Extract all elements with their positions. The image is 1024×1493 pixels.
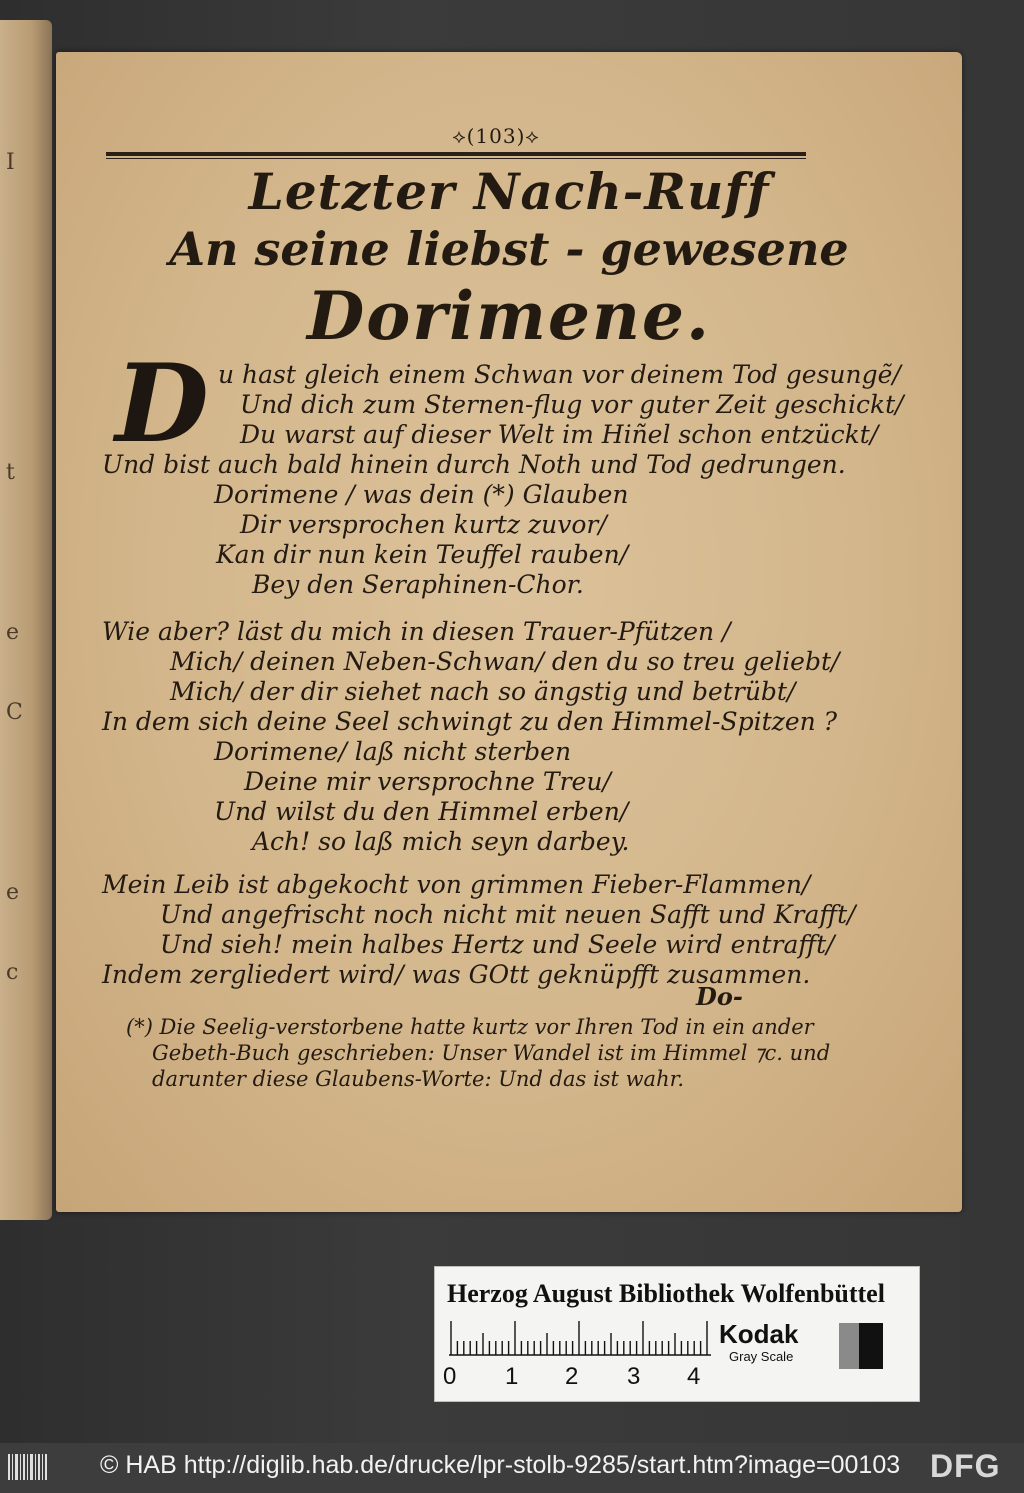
title-line-1: Letzter Nach-Ruff xyxy=(248,162,770,221)
ruler-number: 4 xyxy=(687,1363,701,1390)
library-label-card xyxy=(434,1266,920,1402)
poem-line: Deine mir versprochne Treu/ xyxy=(244,767,611,796)
poem-line: In dem sich deine Seel schwingt zu den Himmel-Spitzen ? xyxy=(102,707,838,736)
poem-line: Und bist auch bald hinein durch Noth und Tod gedrungen. xyxy=(102,450,846,479)
poem-line: Mich/ der dir siehet nach so ängstig und betrübt/ xyxy=(170,677,796,706)
adjacent-page-edge xyxy=(0,20,52,1220)
ruler-number: 3 xyxy=(627,1363,641,1390)
edge-mark: t xyxy=(6,460,15,485)
footnote-line: (*) Die Seelig-verstorbene hatte kurtz vor Ihren Tod in ein ander xyxy=(126,1015,814,1039)
poem-line: Und dich zum Sternen-flug vor guter Zeit geschickt/ xyxy=(240,390,904,419)
poem-line: Bey den Seraphinen-Chor. xyxy=(252,570,584,599)
poem-line: Und sieh! mein halbes Hertz und Seele wird entrafft/ xyxy=(160,930,835,959)
poem-line: Dorimene / was dein (*) Glauben xyxy=(214,480,629,509)
catchword: Do- xyxy=(696,982,743,1011)
header-rule xyxy=(106,152,806,156)
poem-line: Du warst auf dieser Welt im Hiñel schon entzückt/ xyxy=(240,420,879,449)
gray-scale-label: Gray Scale xyxy=(729,1349,794,1364)
page-number: ⟡(103)⟡ xyxy=(452,124,540,148)
copyright-url[interactable]: © HAB http://diglib.hab.de/drucke/lpr-stolb-9285/start.htm?image=00103 xyxy=(100,1451,901,1479)
title-line-3: Dorimene. xyxy=(307,277,711,355)
library-name: Herzog August Bibliothek Wolfenbüttel xyxy=(447,1279,885,1308)
edge-mark: C xyxy=(6,700,23,725)
footnote-line: Gebeth-Buch geschrieben: Unser Wandel ist im Himmel ⁊c. und xyxy=(152,1041,831,1065)
footnote-line: darunter diese Glaubens-Worte: Und das ist wahr. xyxy=(152,1067,685,1091)
poem-line: Und angefrischt noch nicht mit neuen Safft und Krafft/ xyxy=(160,900,856,929)
black-swatch xyxy=(859,1323,883,1369)
ruler-number: 0 xyxy=(443,1363,457,1390)
poem-line: u hast gleich einem Schwan vor deinem Tod gesungẽ/ xyxy=(218,360,901,389)
ruler-scale xyxy=(449,1321,711,1357)
barcode-icon xyxy=(8,1452,48,1482)
edge-mark: c xyxy=(6,960,19,985)
edge-mark: e xyxy=(6,880,20,905)
ruler-number: 1 xyxy=(505,1363,519,1390)
ruler-number: 2 xyxy=(565,1363,579,1390)
dfg-logo: DFG xyxy=(930,1448,1001,1484)
poem-line: Ach! so laß mich seyn darbey. xyxy=(252,827,630,856)
title-line-2: An seine liebst - gewesene xyxy=(169,222,849,276)
poem-line: Kan dir nun kein Teuffel rauben/ xyxy=(216,540,629,569)
poem-line: Mein Leib ist abgekocht von grimmen Fieber-Flammen/ xyxy=(102,870,811,899)
kodak-brand: Kodak xyxy=(719,1319,799,1349)
header-rule-thin xyxy=(106,158,806,159)
drop-cap: D xyxy=(115,341,209,467)
poem-line: Und wilst du den Himmel erben/ xyxy=(214,797,629,826)
poem-line: Dir versprochen kurtz zuvor/ xyxy=(240,510,607,539)
poem-line: Mich/ deinen Neben-Schwan/ den du so treu geliebt/ xyxy=(170,647,840,676)
poem-line: Dorimene/ laß nicht sterben xyxy=(214,737,572,766)
poem-line: Wie aber? läst du mich in diesen Trauer-Pfützen / xyxy=(102,617,731,646)
poem-line: Indem zergliedert wird/ was GOtt geknüpfft zusammen. xyxy=(102,960,811,989)
document-page xyxy=(56,52,962,1212)
gray-swatch xyxy=(839,1323,859,1369)
edge-mark: I xyxy=(6,150,15,175)
edge-mark: e xyxy=(6,620,20,645)
